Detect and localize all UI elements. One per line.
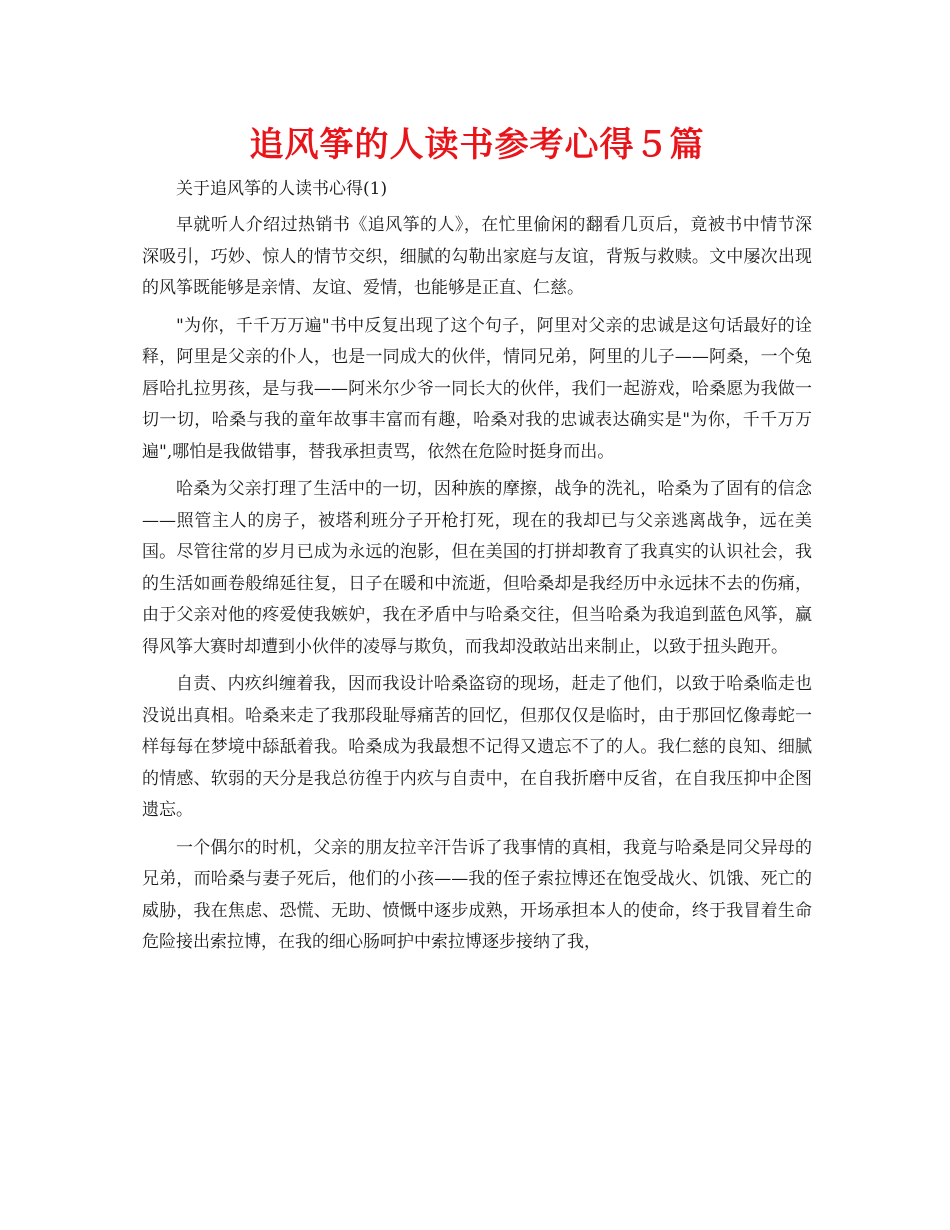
paragraph-3: 哈桑为父亲打理了生活中的一切，因种族的摩擦，战争的洗礼，哈桑为了固有的信念——照管主人的房子，被塔利班分子开枪打死，现在的我却已与父亲逃离战争，远在美国。尽管往常的岁月已成为永远的泡影，但在美国的打拼却教育了我真实的认识社会，我的生活如画卷般绵延往复，日子在暖和中流逝，但哈桑却是我经历中永远抹不去的伤痛，由于父亲对他的疼爱使我嫉妒，我在矛盾中与哈桑交往，但当哈桑为我追到蓝色风筝，赢得风筝大赛时却遭到小伙伴的凌辱与欺负，而我却没敢站出来制止，以致于扭头跑开。: [142, 479, 812, 657]
document-title: 追风筝的人读书参考心得５篇: [249, 125, 705, 165]
paragraph-1: 早就听人介绍过热销书《追风筝的人》，在忙里偷闲的翻看几页后，竟被书中情节深深吸引，巧妙、惊人的情节交织，细腻的勾勒出家庭与友谊，背叛与救赎。文中屡次出现的风筝既能够是亲情、友谊、爱情，也能够是正直、仁慈。: [142, 215, 812, 298]
paragraph-5: 一个偶尔的时机，父亲的朋友拉辛汗告诉了我事情的真相，我竟与哈桑是同父异母的兄弟，而哈桑与妻子死后，他们的小孩——我的侄子索拉博还在饱受战火、饥饿、死亡的威胁，我在焦虑、恐慌、无助、愤慨中逐步成熟，开场承担本人的使命，终于我冒着生命危险接出索拉博，在我的细心肠呵护中索拉博逐步接纳了我，: [142, 837, 812, 952]
paragraph-4: 自责、内疚纠缠着我，因而我设计哈桑盗窃的现场，赶走了他们，以致于哈桑临走也没说出真相。哈桑来走了我那段耻辱痛苦的回忆，但那仅仅是临时，由于那回忆像毒蛇一样每每在梦境中舔舐着我。哈桑成为我最想不记得又遗忘不了的人。我仁慈的良知、细腻的情感、软弱的天分是我总彷徨于内疚与自责中，在自我折磨中反省，在自我压抑中企图遗忘。: [142, 674, 812, 820]
paragraph-2: "为你，千千万万遍"书中反复出现了这个句子，阿里对父亲的忠诚是这句话最好的诠释，阿里是父亲的仆人，也是一同成大的伙伴，情同兄弟，阿里的儿子——阿桑，一个兔唇哈扎拉男孩，是与我——阿米尔少爷一同长大的伙伴，我们一起游戏，哈桑愿为我做一切一切，哈桑与我的童年故事丰富而有趣，哈桑对我的忠诚表达确实是"为你，千千万万遍",哪怕是我做错事，替我承担责骂，依然在危险时挺身而出。: [142, 315, 812, 462]
section-heading: 关于追风筝的人读书心得(1): [176, 179, 388, 199]
document-page: [142, 120, 812, 965]
